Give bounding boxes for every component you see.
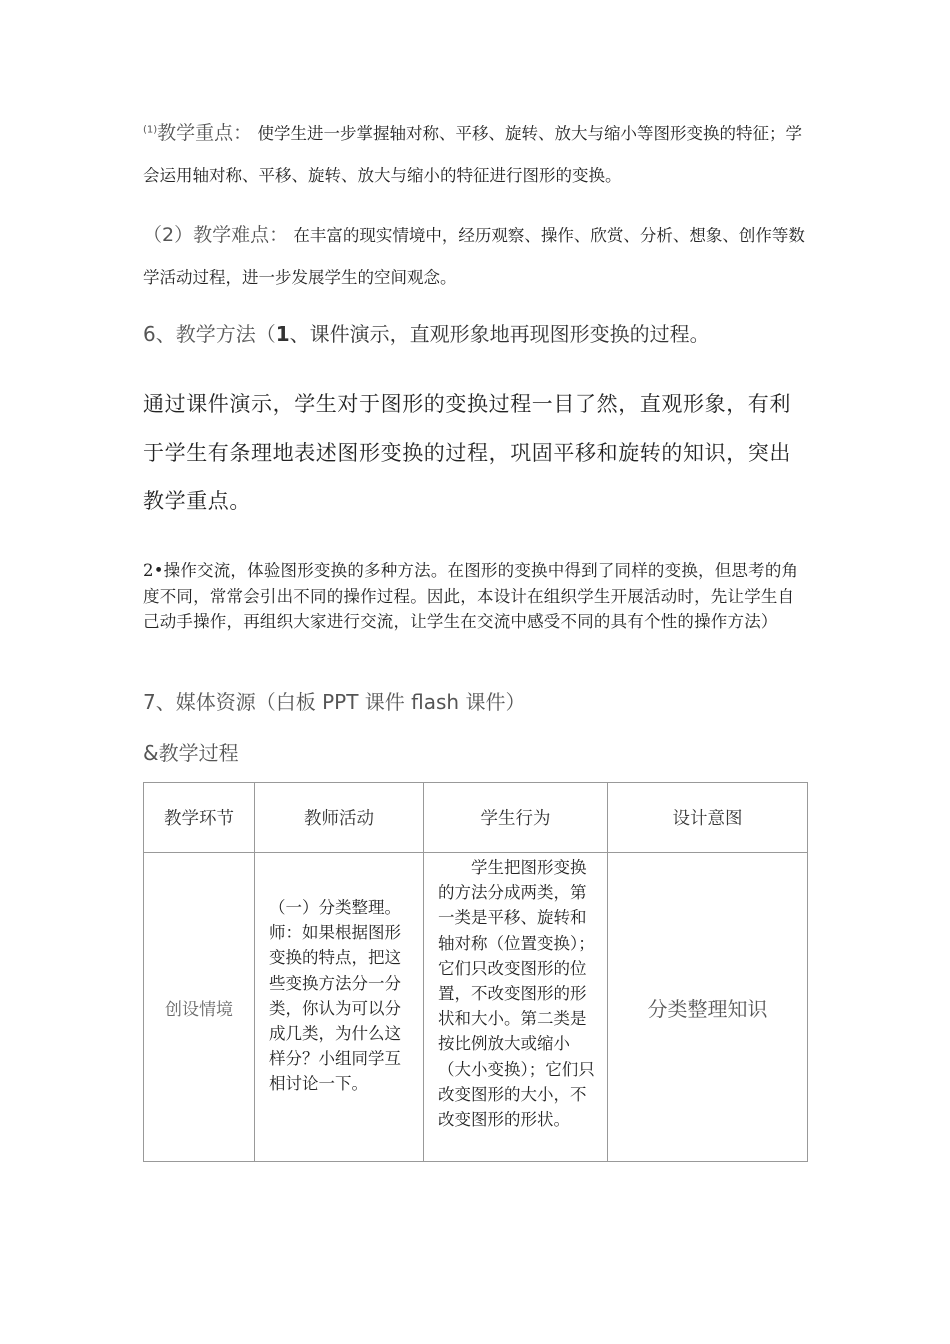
teaching-process-table: [143, 782, 808, 1162]
difficulty-label: （2）教学难点：: [143, 224, 289, 246]
cell-design-intent: [608, 853, 808, 1162]
methods-heading: [143, 318, 808, 350]
methods-text: 、课件演示，直观形象地再现图形变换的过程。: [289, 322, 710, 346]
header-teacher-activity: 教师活动: [255, 783, 424, 853]
table-header-row: [144, 783, 808, 853]
media-heading: 7、媒体资源（白板 PPT 课件 flash 课件）: [143, 690, 526, 714]
process-heading: &教学过程: [143, 741, 239, 765]
focus-label: 教学重点：: [157, 122, 253, 144]
focus-marker: (1): [143, 124, 158, 136]
table-row: [144, 853, 808, 1162]
methods-label: 6、教学方法（: [143, 322, 276, 346]
teaching-focus-paragraph: [143, 112, 808, 197]
cell-stage: [144, 853, 255, 1162]
teaching-difficulty-paragraph: [143, 214, 808, 299]
methods-2-paragraph: 2•操作交流，体验图形变换的多种方法。在图形的变换中得到了同样的变换，但思考的角度不同，常常会引出不同的操作过程。因此，本设计在组织学生开展活动时，先让学生自己动手操作，再组织大家进行交流，让学生在交流中感受不同的具有个性的操作方法）: [143, 561, 799, 631]
focus-text: 使学生进一步掌握轴对称、平移、旋转、放大与缩小等图形变换的特征；学会运用轴对称、平移、旋转、放大与缩小的特征进行图形的变换。: [143, 124, 802, 185]
header-design-intent: 设计意图: [608, 783, 808, 853]
design-intent-text: 分类整理知识: [647, 996, 768, 1021]
methods-detail-paragraph: 通过课件演示，学生对于图形的变换过程一目了然，直观形象，有利于学生有条理地表述图形变换的过程，巩固平移和旋转的知识，突出教学重点。: [143, 392, 791, 513]
cell-student-behavior: [424, 853, 608, 1162]
student-behavior-text: 学生把图形变换的方法分成两类，第一类是平移、旋转和轴对称（位置变换）；它们只改变图形的位置，不改变图形的形状和大小。第二类是按比例放大或缩小（大小变换）；它们只改变图形的大小，不改变图形的形状。: [438, 858, 595, 1130]
difficulty-text: 在丰富的现实情境中，经历观察、操作、欣赏、分析、想象、创作等数学活动过程，进一步发展学生的空间观念。: [143, 226, 805, 287]
header-student-behavior: 学生行为: [424, 783, 608, 853]
header-stage: 教学环节: [144, 783, 255, 853]
cell-teacher-activity: [255, 853, 424, 1162]
methods-number: 1: [275, 322, 290, 346]
stage-text: 创设情境: [165, 999, 233, 1020]
teacher-activity-text: （一）分类整理。师：如果根据图形变换的特点，把这些变换方法分一分类，你认为可以分成几类，为什么这样分？小组同学互相讨论一下。: [269, 898, 401, 1094]
